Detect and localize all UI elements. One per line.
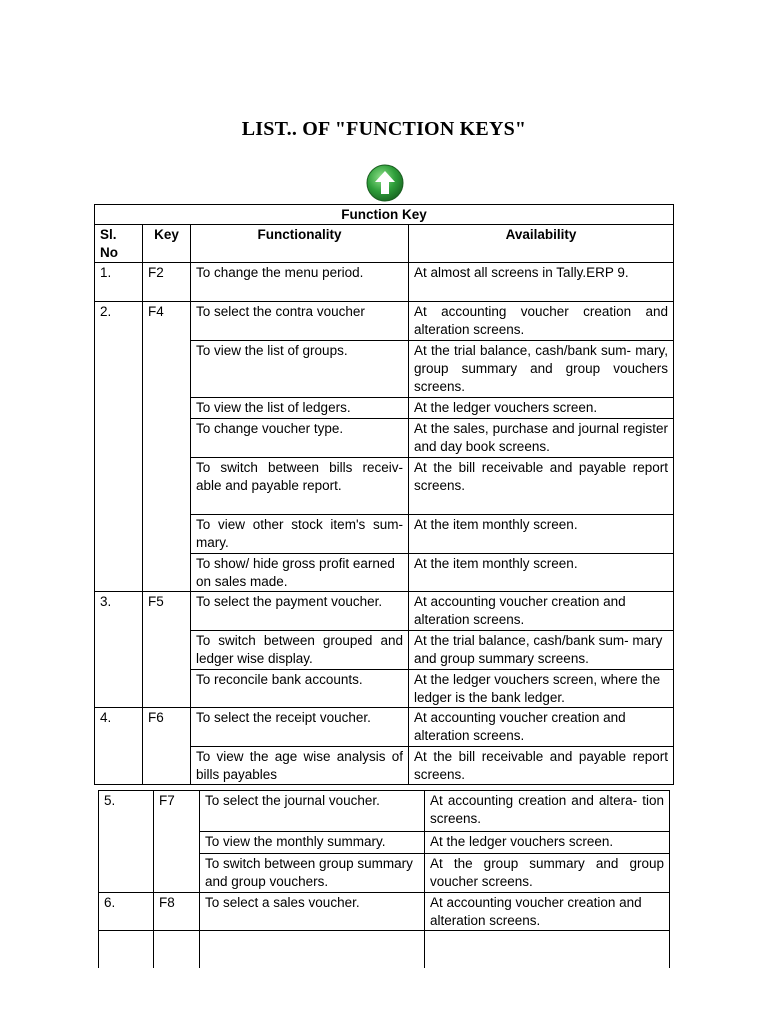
empty-cell: [99, 931, 154, 969]
availability-cell: At the trial balance, cash/bank sum- mary, group summary and group vouchers screens.: [409, 341, 674, 398]
functionality-cell: To change the menu period.: [191, 263, 409, 302]
availability-cell: At accounting voucher creation and alteration screens.: [409, 708, 674, 747]
availability-cell: At the item monthly screen.: [409, 515, 674, 554]
table-row: [99, 791, 670, 832]
availability-cell: At the trial balance, cash/bank sum- mary and group summary screens.: [409, 631, 674, 670]
sl-no-cell: 6.: [99, 893, 154, 931]
functionality-cell: To change voucher type.: [191, 419, 409, 458]
availability-cell: At the bill receivable and payable report screens.: [409, 458, 674, 515]
table-caption: Function Key: [95, 205, 674, 225]
availability-cell: At accounting voucher creation and alteration screens.: [409, 302, 674, 341]
empty-cell: [154, 931, 200, 969]
header-availability: Availability: [409, 225, 674, 263]
functionality-cell: To switch between grouped and ledger wise display.: [191, 631, 409, 670]
functionality-cell: To view the monthly summary.: [200, 832, 425, 854]
arrow-up-circle-icon[interactable]: [365, 163, 405, 203]
functionality-cell: To reconcile bank accounts.: [191, 670, 409, 708]
functionality-cell: To view the age wise analysis of bills payables: [191, 747, 409, 785]
functionality-cell: To select the payment voucher.: [191, 592, 409, 631]
sl-no-cell: 2.: [95, 302, 143, 592]
function-keys-table: [94, 204, 674, 785]
table-row: [95, 302, 674, 341]
availability-cell: At the ledger vouchers screen.: [425, 832, 670, 854]
header-key: Key: [143, 225, 191, 263]
availability-cell: At the sales, purchase and journal register and day book screens.: [409, 419, 674, 458]
key-cell: F5: [143, 592, 191, 708]
table-row: [95, 592, 674, 631]
table-row: [95, 263, 674, 302]
functionality-cell: To view other stock item's sum- mary.: [191, 515, 409, 554]
functionality-cell: To select the contra voucher: [191, 302, 409, 341]
functionality-cell: To switch between bills receiv- able and payable report.: [191, 458, 409, 515]
availability-cell: At the bill receivable and payable report screens.: [409, 747, 674, 785]
functionality-cell: To select the journal voucher.: [200, 791, 425, 832]
table-row: [99, 931, 670, 969]
functionality-cell: To select a sales voucher.: [200, 893, 425, 931]
functionality-cell: To view the list of ledgers.: [191, 398, 409, 419]
key-cell: F8: [154, 893, 200, 931]
availability-cell: At the ledger vouchers screen.: [409, 398, 674, 419]
availability-cell: At the item monthly screen.: [409, 554, 674, 592]
sl-no-cell: 5.: [99, 791, 154, 893]
availability-cell: At almost all screens in Tally.ERP 9.: [409, 263, 674, 302]
function-keys-table-continued: [98, 790, 670, 968]
table-row: [95, 708, 674, 747]
availability-cell: At the group summary and group voucher screens.: [425, 854, 670, 893]
availability-cell: At the ledger vouchers screen, where the ledger is the bank ledger.: [409, 670, 674, 708]
key-cell: F7: [154, 791, 200, 893]
availability-cell: At accounting voucher creation and alteration screens.: [425, 893, 670, 931]
functionality-cell: To view the list of groups.: [191, 341, 409, 398]
key-cell: F6: [143, 708, 191, 785]
availability-cell: At accounting voucher creation and alteration screens.: [409, 592, 674, 631]
key-cell: F2: [143, 263, 191, 302]
page-title: LIST.. OF "FUNCTION KEYS": [241, 118, 527, 140]
sl-no-cell: 3.: [95, 592, 143, 708]
functionality-cell: To select the receipt voucher.: [191, 708, 409, 747]
header-functionality: Functionality: [191, 225, 409, 263]
key-cell: F4: [143, 302, 191, 592]
functionality-cell: To show/ hide gross profit earned on sales made.: [191, 554, 409, 592]
empty-cell: [425, 931, 670, 969]
table-row: [99, 893, 670, 931]
header-sl-no: Sl. No: [95, 225, 143, 263]
empty-cell: [200, 931, 425, 969]
functionality-cell: To switch between group summary and group vouchers.: [200, 854, 425, 893]
availability-cell: At accounting creation and altera- tion screens.: [425, 791, 670, 832]
sl-no-cell: 4.: [95, 708, 143, 785]
sl-no-cell: 1.: [95, 263, 143, 302]
